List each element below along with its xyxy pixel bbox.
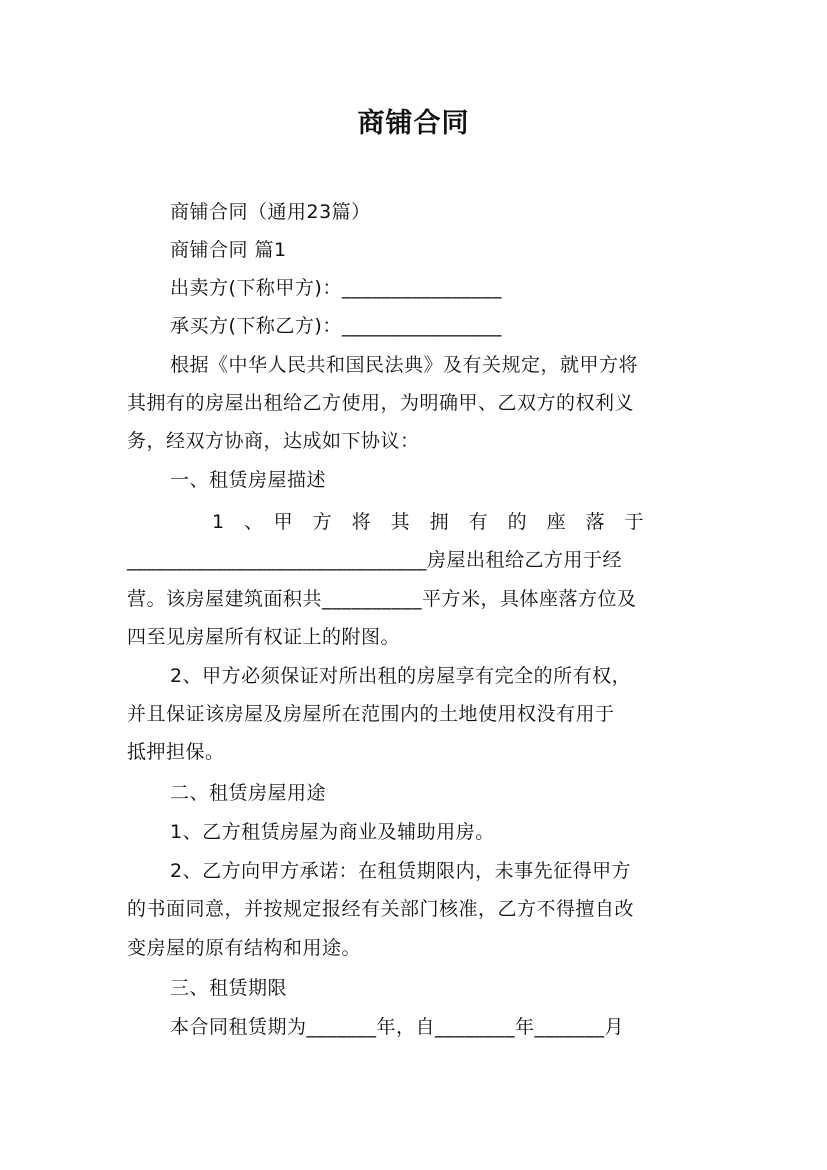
doc-line: 商铺合同 篇1	[170, 239, 287, 261]
doc-line: 1 、 甲 方 将 其 拥 有 的 座 落 于	[212, 511, 645, 533]
doc-line: 2、乙方向甲方承诺：在租赁期限内，未事先征得甲方	[170, 860, 632, 882]
doc-line: 1、乙方租赁房屋为商业及辅助用房。	[170, 821, 495, 843]
doc-line: 2、甲方必须保证对所出租的房屋享有完全的所有权，	[170, 665, 632, 687]
doc-line: 四至见房屋所有权证上的附图。	[127, 626, 401, 648]
doc-line: ______________________________房屋出租给乙方用于经	[127, 549, 623, 571]
doc-line: 本合同租赁期为_______年，自________年_______月	[170, 1016, 625, 1038]
doc-line: 商铺合同（通用23篇）	[170, 201, 371, 223]
section-heading: 二、租赁房屋用途	[170, 782, 327, 804]
doc-line: 变房屋的原有结构和用途。	[127, 937, 362, 959]
doc-line: 其拥有的房屋出租给乙方使用，为明确甲、乙双方的权利义	[127, 392, 635, 414]
section-heading: 三、租赁期限	[170, 977, 288, 999]
section-heading: 一、租赁房屋描述	[170, 469, 327, 491]
doc-line: 营。该房屋建筑面积共__________平方米，具体座落方位及	[127, 588, 637, 610]
doc-line: 务，经双方协商，达成如下协议：	[127, 430, 420, 452]
doc-line: 抵押担保。	[127, 741, 225, 763]
doc-line: 并且保证该房屋及房屋所在范围内的土地使用权没有用于	[127, 703, 615, 725]
doc-line: 出卖方(下称甲方)：________________	[170, 277, 502, 299]
doc-line: 根据《中华人民共和国民法典》及有关规定，就甲方将	[170, 354, 639, 376]
doc-line: 的书面同意，并按规定报经有关部门核准，乙方不得擅自改	[127, 898, 635, 920]
document-title: 商铺合同	[357, 108, 470, 139]
doc-line: 承买方(下称乙方)：________________	[170, 315, 502, 337]
